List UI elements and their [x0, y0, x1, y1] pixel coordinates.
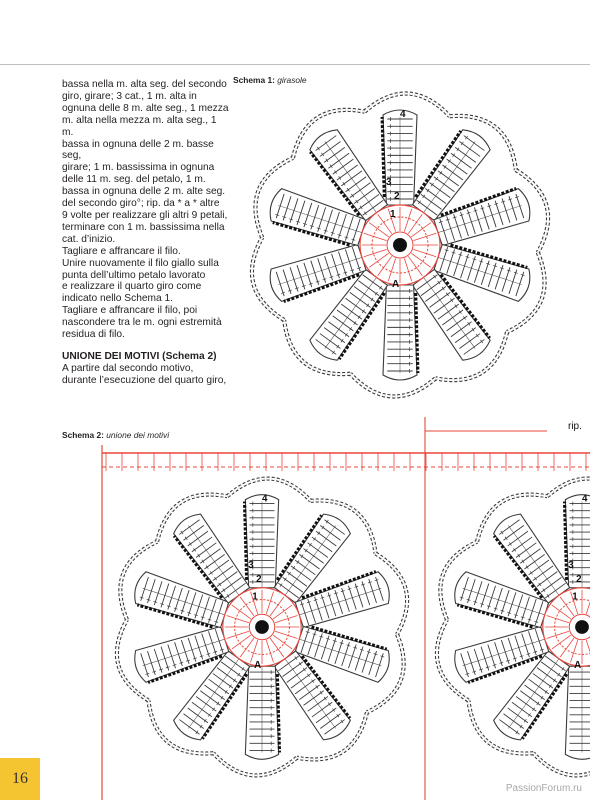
center-start-dot	[575, 620, 589, 634]
round-marker: 4	[582, 493, 588, 505]
schema2-label: Schema 2:	[62, 430, 104, 440]
text-line: bassa in ognuna delle 2 m. basse seg,	[62, 138, 214, 162]
text-line: punta dell’ultimo petalo lavorato	[62, 269, 206, 281]
petal	[245, 666, 279, 759]
text-line: 9 volte per realizzare gli altri 9 petali,	[62, 209, 228, 221]
repeat-label: rip.	[568, 421, 582, 432]
round-marker: 2	[256, 573, 262, 585]
round-marker: 2	[394, 191, 400, 202]
section-heading: UNIONE DEI MOTIVI (Schema 2)	[62, 350, 217, 362]
motif-right	[437, 479, 590, 776]
page-number: 16	[0, 758, 40, 800]
schema2-diagram	[92, 405, 590, 800]
text-line: bassa nella m. alta seg. del secondo	[62, 79, 227, 90]
petal	[382, 110, 417, 205]
petal	[383, 285, 418, 380]
round-marker: A	[392, 279, 400, 290]
round-marker: 4	[262, 493, 268, 505]
round-marker: 3	[568, 560, 574, 572]
text-line: Tagliare e affrancare il filo.	[62, 245, 181, 257]
schema2-title: unione dei motivi	[106, 430, 170, 440]
text-line: e realizzare il quarto giro come	[62, 281, 202, 293]
round-marker: A	[254, 660, 262, 672]
text-line: residua di filo.	[62, 329, 125, 341]
sunflower-motif	[252, 94, 548, 397]
schema1-diagram	[228, 70, 590, 420]
text-line: delle 11 m. seg. del petalo, 1 m.	[62, 174, 206, 186]
text-line: bassa in ognuna delle 2 m. alte seg.	[62, 186, 226, 198]
petal	[245, 495, 279, 588]
text-line: durante l’esecuzione del quarto giro,	[62, 374, 227, 386]
round-marker: 3	[248, 560, 254, 572]
center-start-dot	[393, 238, 407, 252]
round-marker: 3	[386, 177, 392, 188]
text-line: indicato nello Schema 1.	[62, 293, 173, 305]
text-line: Unire nuovamente il filo giallo sulla	[62, 257, 219, 269]
round-marker: 1	[572, 591, 578, 603]
text-line: nascondere tra le m. ogni estremità	[62, 317, 222, 329]
text-line: m. alta nella mezza m. alta seg., 1 m.	[62, 114, 217, 138]
round-marker: 1	[390, 209, 396, 220]
section-lines	[62, 363, 230, 387]
center-start-dot	[255, 620, 269, 634]
text-line: girare; 1 m. bassissima in ognuna	[62, 162, 215, 174]
text-line: Tagliare e affrancare il filo, poi	[62, 305, 198, 317]
text-line: del secondo giro°; rip. da * a * altre	[62, 198, 220, 210]
schema1-label: Schema 1:	[233, 75, 275, 85]
round-marker: A	[574, 660, 582, 672]
petal-outline	[565, 666, 590, 759]
motif-left	[117, 479, 407, 776]
top-rule	[0, 64, 590, 65]
round-marker: 4	[400, 109, 406, 120]
instruction-text	[62, 79, 230, 387]
petal	[565, 666, 590, 759]
text-line: ognuna delle 8 m. alte seg., 1 mezza	[62, 102, 229, 114]
text-line: giro, girare; 3 cat., 1 m. alta in	[62, 90, 197, 102]
round-marker: 1	[252, 591, 258, 603]
round-marker: 2	[576, 573, 582, 585]
text-line: cat. d’inizio.	[62, 233, 116, 245]
text-line: terminare con 1 m. bassissima nella	[62, 221, 225, 233]
text-line: A partire dal secondo motivo,	[62, 362, 194, 374]
instruction-lines	[62, 79, 230, 341]
watermark: PassionForum.ru	[505, 783, 582, 794]
schema1-title: girasole	[277, 75, 307, 85]
